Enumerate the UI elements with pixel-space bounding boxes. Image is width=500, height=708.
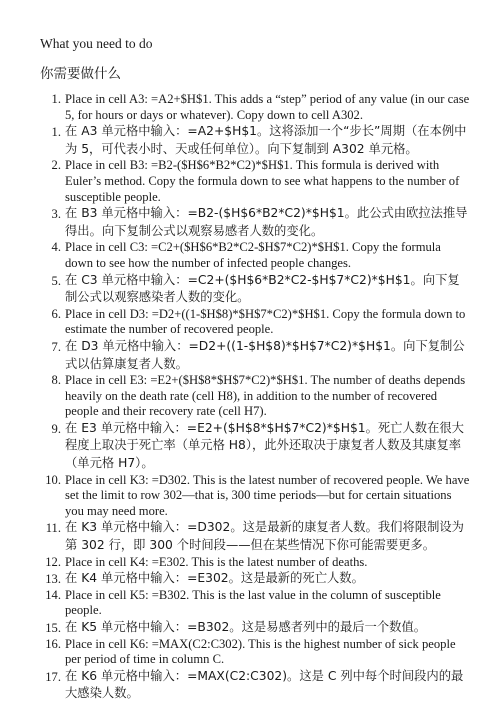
list-item	[0, 205, 470, 240]
list-item-text: 在 K4 单元格中输入：=E302。这是最新的死亡人数。	[65, 571, 364, 586]
list-item-text: 在 K3 单元格中输入：=D302。这是最新的康复者人数。我们将限制设为第 302 行，即 300 个时间段——但在某些情况下你可能需要更多。	[65, 520, 464, 553]
list-item-text: 在 K5 单元格中输入：=B302。这是易感者列中的最后一个数值。	[65, 620, 427, 634]
list-item-text: Place in cell K6: =MAX(C2:C302). This is the highest number of sick people per period of time in column C.	[65, 636, 456, 667]
list-item-number: 12.	[45, 554, 61, 569]
list-item-number: 17.	[45, 669, 61, 684]
list-item-text: 在 K6 单元格中输入：=MAX(C2:C302)。这是 C 列中每个时间段内的最大感染人数。	[65, 668, 464, 701]
list-item-number: 15.	[45, 621, 61, 635]
list-item	[0, 555, 470, 571]
list-item	[0, 338, 470, 373]
list-item-number: 6.	[51, 306, 61, 321]
list-item	[0, 307, 470, 338]
list-item-text: Place in cell C3: =C2+($H$6*B2*C2-$H$7*C2)*$H$1. Copy the formula down to see how the number of infected people changes.	[65, 240, 441, 270]
list-item-number: 9.	[51, 421, 61, 436]
list-item-text: Place in cell K5: =B302. This is the last value in the column of susceptible people.	[65, 587, 441, 618]
list-item	[0, 637, 470, 668]
list-item-number: 11.	[45, 521, 61, 536]
list-item	[0, 519, 470, 554]
list-item	[0, 123, 470, 158]
list-item	[0, 373, 470, 420]
list-item	[0, 240, 470, 271]
list-item-text: 在 A3 单元格中输入：=A2+$H$1。这将添加一个“步长”周期（在本例中为 5，可代表小时、天或任何单位）。向下复制到 A302 单元格。	[65, 124, 467, 156]
heading-english: What you need to do	[40, 36, 153, 51]
list-item-number: 2.	[51, 158, 61, 173]
list-item	[0, 570, 470, 588]
list-item	[0, 668, 470, 703]
list-item-text: Place in cell B3: =B2-($H$6*B2*C2)*$H$1. This formula is derived with Euler’s method. Copy the formula down to see what happens to the number of susceptible people.	[65, 158, 460, 204]
list-item-number: 7.	[51, 339, 61, 354]
list-item-number: 16.	[45, 636, 61, 651]
list-item-number: 8.	[51, 373, 61, 388]
list-item-number: 14.	[45, 587, 61, 602]
list-item-text: 在 E3 单元格中输入：=E2+($H$8*$H$7*C2)*$H$1。死亡人数在很大程度上取决于死亡率（单元格 H8），此外还取决于康复者人数及其康复率（单元格 H7）。	[65, 420, 464, 471]
list-item	[0, 92, 470, 123]
list-item-number: 4.	[51, 240, 61, 255]
list-item-text: 在 C3 单元格中输入：=C2+($H$6*B2*C2-$H$7*C2)*$H$1。向下复制公式以观察感染者人数的变化。	[65, 272, 460, 305]
list-item-number: 1.	[51, 92, 61, 106]
list-item-text: 在 D3 单元格中输入：=D2+((1-$H$8)*$H$7*C2)*$H$1。向下复制公式以估算康复者人数。	[65, 338, 465, 371]
list-item-number: 3.	[51, 207, 61, 222]
list-item-text: Place in cell K4: =E302. This is the latest number of deaths.	[65, 554, 368, 569]
list-item	[0, 588, 470, 619]
heading-chinese: 你需要做什么	[40, 66, 121, 82]
list-item	[0, 473, 470, 520]
list-item	[0, 158, 470, 205]
list-item-text: Place in cell E3: =E2+($H$8*$H$7*C2)*$H$1. The number of deaths depends heavily on the death rate (cell H8), in addition to the number of recovered people and their recovery rate (cell H7).	[65, 373, 466, 419]
list-item-text: Place in cell D3: =D2+((1-$H$8)*$H$7*C2)*$H$1. Copy the formula down to estimate the number of recovered people.	[65, 306, 466, 337]
list-item	[0, 619, 470, 637]
instruction-list	[0, 92, 470, 703]
list-item	[0, 272, 470, 307]
list-item-number: 1.	[51, 125, 61, 140]
list-item-number: 13.	[45, 572, 61, 587]
list-item-text: 在 B3 单元格中输入：=B2-($H$6*B2*C2)*$H$1。此公式由欧拉法推导得出。向下复制公式以观察易感者人数的变化。	[65, 206, 468, 238]
list-item-text: Place in cell K3: =D302. This is the latest number of recovered people. We have set the limit to row 302—that is, 300 time periods—but for certain situations you may need more.	[65, 472, 470, 518]
list-item-number: 5.	[51, 273, 61, 288]
list-item-number: 10.	[45, 472, 61, 487]
list-item	[0, 420, 470, 473]
list-item-text: Place in cell A3: =A2+$H$1. This adds a “step” period of any value (in our case 5, for hours or days or whatever). Copy down to cell A302.	[65, 92, 470, 122]
